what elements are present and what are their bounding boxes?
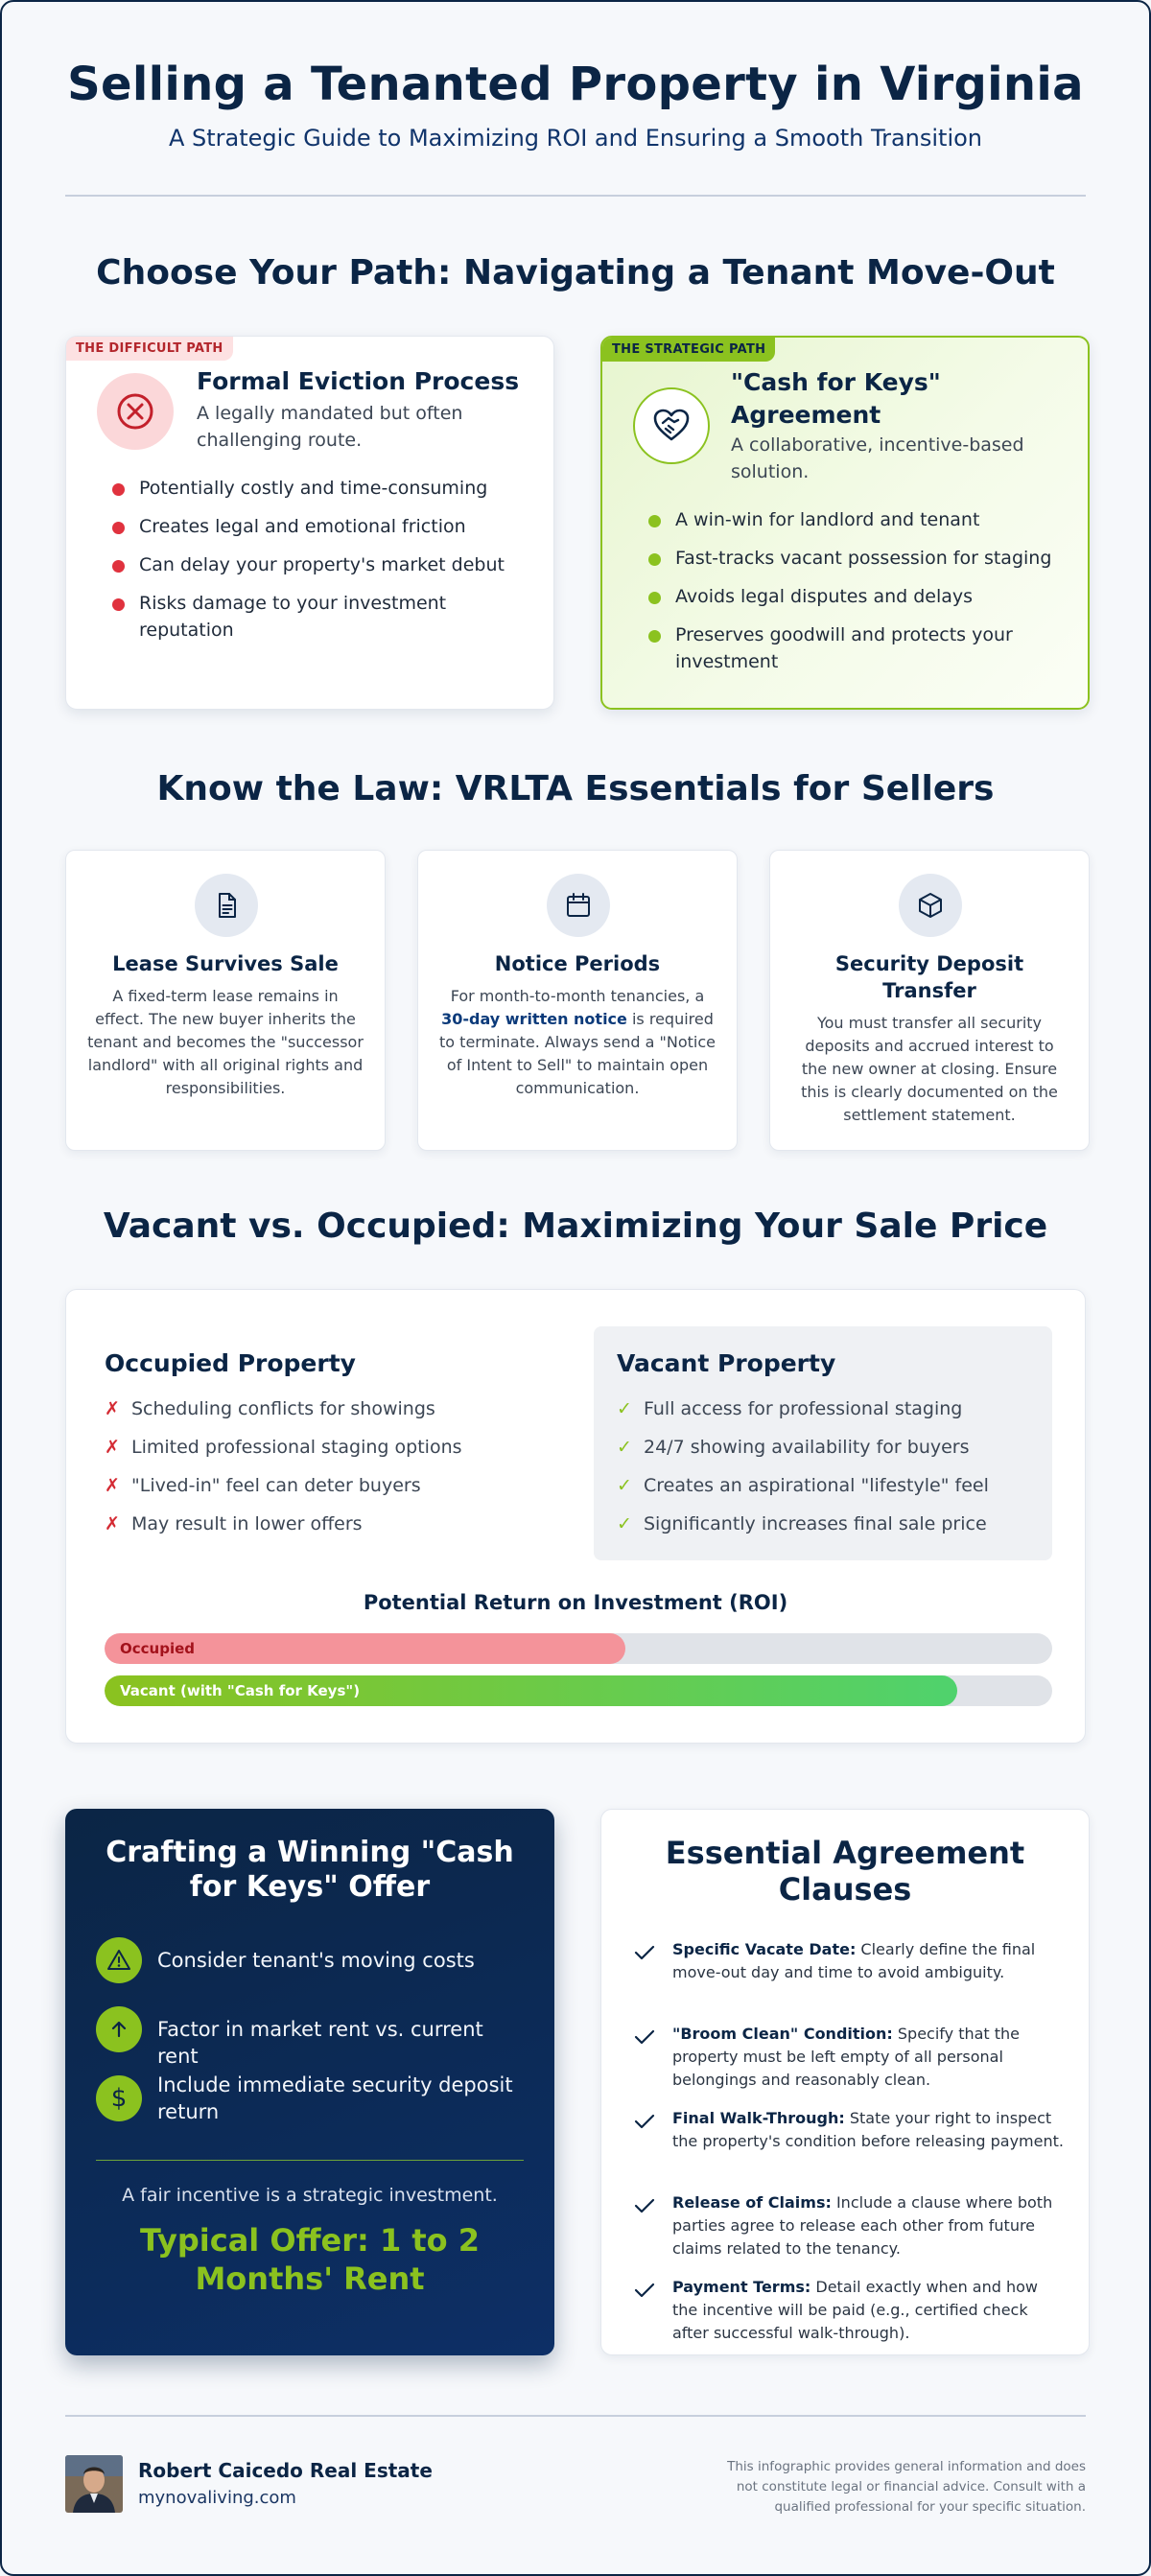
cash-for-keys-title: "Cash for Keys" Agreement — [731, 368, 941, 429]
bullet-dot — [112, 522, 125, 534]
website-link[interactable]: mynovaliving.com — [138, 2488, 296, 2508]
list-item: ✓ Full access for professional staging — [617, 1395, 989, 1422]
law-section-title: Know the Law: VRLTA Essentials for Sellers — [156, 769, 995, 808]
vacant-title: Vacant Property — [617, 1349, 836, 1377]
check-icon: ✓ — [617, 1398, 632, 1419]
offer-note: A fair incentive is a strategic investment. — [122, 2185, 498, 2206]
bullet-dot — [112, 483, 125, 496]
cash-for-keys-description: A collaborative, incentive-based solution. — [731, 434, 1024, 482]
cash-for-keys-bullet-list — [648, 506, 1061, 687]
list-item: ✓ Creates an aspirational "lifestyle" feel — [617, 1472, 989, 1499]
clauses-title: Essential Agreement Clauses — [665, 1835, 1025, 1908]
occupied-title: Occupied Property — [105, 1349, 356, 1377]
check-icon — [634, 2282, 655, 2299]
law-card-text: For month-to-month tenancies, a 30-day written notice is required to terminate. Always send a "Notice of Intent to Sell" to maintain open communication. — [439, 987, 716, 1097]
eviction-path-card — [65, 336, 554, 710]
notice-periods-card — [417, 850, 738, 1151]
header-divider — [65, 195, 1086, 197]
avatar — [65, 2455, 123, 2513]
page-subtitle: A Strategic Guide to Maximizing ROI and Ensuring a Smooth Transition — [168, 125, 983, 152]
bullet-dot — [112, 598, 125, 611]
clauses-card — [600, 1809, 1090, 2355]
vacant-vs-occupied-panel — [65, 1289, 1086, 1744]
list-item: ✗ May result in lower offers — [105, 1510, 462, 1537]
eviction-bullet-list — [112, 475, 515, 655]
list-item: Avoids legal disputes and delays — [648, 583, 1061, 610]
bullet-dot — [648, 630, 661, 643]
roi-bar-occupied-label: Occupied — [120, 1640, 196, 1657]
warning-icon — [96, 1937, 142, 1983]
roi-bar-occupied — [105, 1633, 1052, 1664]
arrow-up-icon — [96, 2006, 142, 2052]
cross-icon: ✗ — [105, 1398, 120, 1419]
list-item: ✗ "Lived-in" feel can deter buyers — [105, 1472, 462, 1499]
security-deposit-card — [769, 850, 1090, 1151]
bullet-dot — [648, 553, 661, 566]
dollar-icon: $ — [96, 2075, 142, 2121]
law-card-text: You must transfer all security deposits and accrued interest to the new owner at closing. Ensure this is clearly documented on the settlement statement. — [801, 1014, 1058, 1124]
offer-title: Crafting a Winning "Cash for Keys" Offer — [106, 1836, 514, 1904]
brand-name: Robert Caicedo Real Estate — [138, 2459, 433, 2482]
footer-divider — [65, 2415, 1086, 2417]
eviction-title: Formal Eviction Process — [197, 367, 520, 395]
roi-bar-vacant-label: Vacant (with "Cash for Keys") — [120, 1682, 361, 1699]
cross-icon: ✗ — [105, 1437, 120, 1458]
heart-handshake-icon — [633, 387, 710, 464]
clause-item: Specific Vacate Date: Clearly define the final move-out day and time to avoid ambiguity. — [672, 1940, 1036, 1981]
offer-card — [65, 1809, 554, 2355]
x-circle-icon — [97, 373, 174, 450]
package-icon — [899, 874, 962, 937]
check-icon — [634, 2113, 655, 2130]
check-icon — [634, 1944, 655, 1961]
law-card-title: Security Deposit Transfer — [834, 952, 1024, 1002]
clause-item: Release of Claims: Include a clause where both parties agree to release each other from future claims related to the tenancy. — [672, 2193, 1053, 2258]
typical-offer: Typical Offer: 1 to 2 Months' Rent — [139, 2222, 481, 2297]
strategic-path-tag: THE STRATEGIC PATH — [602, 338, 775, 362]
page-title: Selling a Tenanted Property in Virginia — [67, 58, 1084, 111]
cross-icon: ✗ — [105, 1513, 120, 1534]
offer-item: Consider tenant's moving costs — [157, 1949, 475, 1972]
list-item: Creates legal and emotional friction — [112, 513, 515, 540]
offer-item: Include immediate security deposit return — [157, 2073, 513, 2123]
law-card-text: A fixed-term lease remains in effect. The new buyer inherits the tenant and becomes the "successor landlord" with all original rights and responsibilities. — [87, 987, 364, 1097]
list-item: A win-win for landlord and tenant — [648, 506, 1061, 533]
bullet-dot — [112, 560, 125, 573]
paths-section-title: Choose Your Path: Navigating a Tenant Move-Out — [96, 253, 1055, 293]
roi-title: Potential Return on Investment (ROI) — [363, 1591, 788, 1614]
list-item: ✗ Scheduling conflicts for showings — [105, 1395, 462, 1422]
difficult-path-tag: THE DIFFICULT PATH — [66, 337, 233, 361]
notice-highlight: 30-day written notice — [441, 1010, 627, 1028]
list-item: Potentially costly and time-consuming — [112, 475, 515, 502]
bullet-dot — [648, 515, 661, 527]
offer-divider — [96, 2160, 524, 2161]
list-item: Preserves goodwill and protects your investment — [648, 621, 1061, 675]
list-item: Fast-tracks vacant possession for staging — [648, 545, 1061, 572]
cross-icon: ✗ — [105, 1475, 120, 1496]
list-item: Risks damage to your investment reputation — [112, 590, 515, 644]
law-card-title: Lease Survives Sale — [112, 952, 339, 975]
clause-item: Payment Terms: Detail exactly when and how the incentive will be paid (e.g., certified check after successful walk-through). — [672, 2278, 1039, 2342]
eviction-description: A legally mandated but often challenging route. — [197, 403, 463, 451]
clause-item: Final Walk-Through: State your right to inspect the property's condition before releasing payment. — [672, 2109, 1064, 2150]
check-icon: ✓ — [617, 1437, 632, 1458]
check-icon: ✓ — [617, 1513, 632, 1534]
list-item: ✗ Limited professional staging options — [105, 1434, 462, 1461]
check-icon: ✓ — [617, 1475, 632, 1496]
lease-survives-card — [65, 850, 386, 1151]
occupied-list — [105, 1395, 462, 1549]
law-card-title: Notice Periods — [494, 952, 661, 975]
list-item: ✓ Significantly increases final sale price — [617, 1510, 989, 1537]
cash-for-keys-path-card — [600, 336, 1090, 710]
check-icon — [634, 2197, 655, 2214]
disclaimer: This infographic provides general information and does not constitute legal or financial advice. Consult with a qualified professional for your specific situation. — [727, 2459, 1086, 2515]
check-icon — [634, 2028, 655, 2046]
offer-item: Factor in market rent vs. current rent — [157, 2018, 483, 2068]
clause-item: "Broom Clean" Condition: Specify that the property must be left empty of all personal belongings and reasonably clean. — [672, 2025, 1021, 2089]
list-item: ✓ 24/7 showing availability for buyers — [617, 1434, 989, 1461]
roi-bar-vacant — [105, 1675, 1052, 1706]
calendar-icon — [547, 874, 610, 937]
compare-section-title: Vacant vs. Occupied: Maximizing Your Sale Price — [103, 1206, 1048, 1246]
document-icon — [195, 874, 258, 937]
bullet-dot — [648, 592, 661, 604]
list-item: Can delay your property's market debut — [112, 551, 515, 578]
vacant-list — [617, 1395, 989, 1549]
